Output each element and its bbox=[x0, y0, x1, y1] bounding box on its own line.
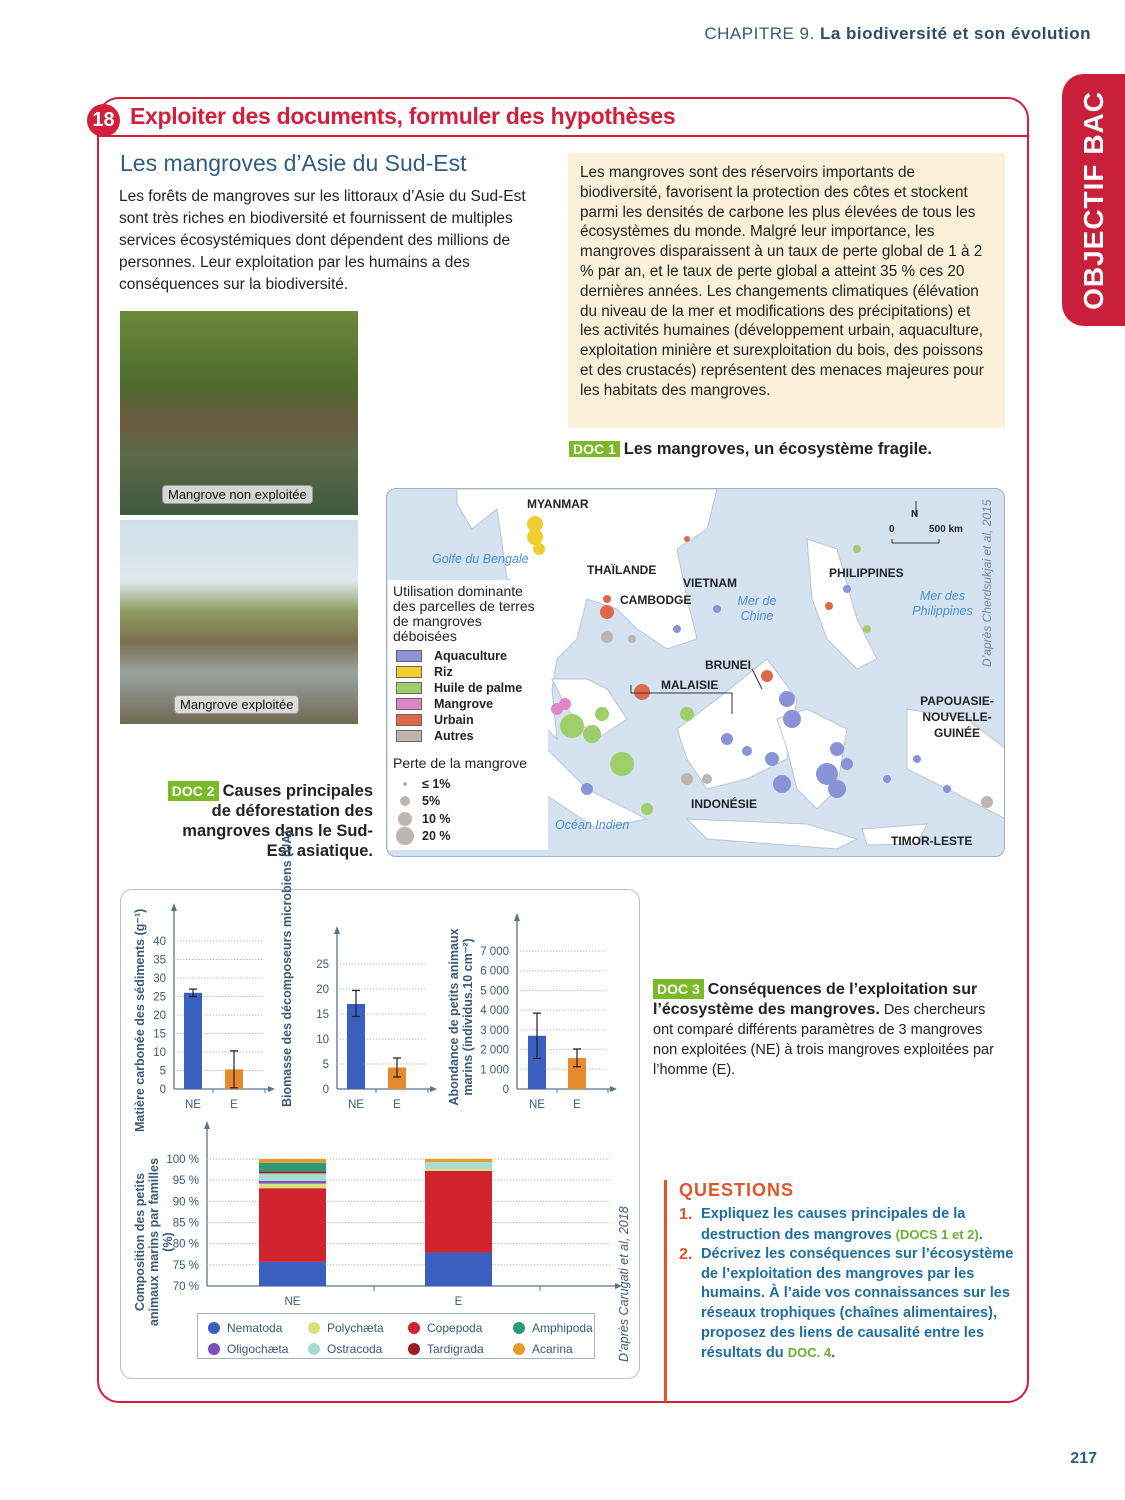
y-tick-label: 90 % bbox=[172, 1196, 199, 1209]
legend-label: Acarina bbox=[532, 1341, 573, 1356]
x-tick-label: NE bbox=[348, 1099, 364, 1111]
doc3-text: Des chercheurs ont comparé différents paramètres de 3 mangroves non exploitées (NE) à trois mangroves exploitées par l’homme (E). bbox=[653, 1002, 994, 1078]
doc-reference: DOC. 4 bbox=[787, 1345, 832, 1361]
y-axis-arrow bbox=[514, 913, 520, 921]
y-tick-label: 5 bbox=[322, 1059, 329, 1071]
y-tick-label: 0 bbox=[322, 1084, 329, 1096]
legend-title: Utilisation dominante des parcelles de terres de mangroves déboisées bbox=[393, 583, 535, 644]
questions-box bbox=[664, 1180, 1014, 1402]
legend-item bbox=[408, 1318, 513, 1337]
y-tick-label: 15 bbox=[153, 1028, 166, 1041]
exercise-number: 18 bbox=[87, 104, 120, 137]
legend-label: Riz bbox=[434, 665, 453, 679]
chart1-ylabel: Matière carbonée des sédiments (g⁻¹) bbox=[133, 908, 147, 1132]
x-tick-label: NE bbox=[185, 1099, 201, 1111]
chart4-ylabel: Composition des petits animaux marins par familles (%) bbox=[133, 1157, 175, 1327]
caption-text: Causes principales de déforestation des mangroves dans le Sud-Est asiatique. bbox=[182, 782, 373, 860]
doc-badge: DOC 2 bbox=[168, 781, 219, 801]
y-tick-label: 7 000 bbox=[480, 946, 509, 958]
question-text: Décrivez les conséquences sur l’écosystème de l’exploitation des mangroves par les humains. À l’aide vos connaissances sur les réseaux trophiques (chaînes alimentaires), proposez des liens de causalité entre les résultats du bbox=[701, 1246, 1014, 1362]
exercise-title: Exploiter des documents, formuler des hypothèses bbox=[130, 103, 676, 129]
y-tick-label: 70 % bbox=[172, 1281, 199, 1293]
legend-item bbox=[408, 1339, 513, 1358]
chart2-ylabel: Biomasse des décomposeurs microbiens (UA) bbox=[280, 830, 294, 1107]
stack-segment-acarina bbox=[259, 1159, 326, 1163]
label-ocean-indien: Océan Indien bbox=[555, 818, 630, 832]
y-tick-label: 15 bbox=[316, 1009, 329, 1021]
label-mer-chine: Mer de Chine bbox=[737, 594, 777, 623]
y-tick-label: 35 bbox=[153, 954, 166, 967]
question-number: 1. bbox=[679, 1206, 693, 1223]
doc-badge: DOC 3 bbox=[653, 979, 704, 999]
chart3-ylabel: Abondance de petits animaux marins (individus.10 cm⁻²) bbox=[447, 928, 475, 1106]
legend-label: Mangrove bbox=[434, 697, 494, 711]
y-tick-label: 80 % bbox=[172, 1238, 199, 1251]
label-golfe-bengale: Golfe du Bengale bbox=[432, 552, 529, 566]
caption-text: Les mangroves, un écosystème fragile. bbox=[623, 440, 932, 458]
label-myanmar: MYANMAR bbox=[527, 497, 589, 511]
legend-dot bbox=[208, 1322, 220, 1334]
photo-caption: Mangrove exploitée bbox=[174, 695, 299, 714]
legend-label: Copepoda bbox=[427, 1320, 483, 1335]
x-tick-label: E bbox=[393, 1099, 401, 1111]
y-tick-label: 4 000 bbox=[480, 1005, 509, 1018]
chapter-number: CHAPITRE 9. bbox=[704, 24, 815, 43]
stack-segment-nematoda bbox=[259, 1262, 326, 1286]
label-indonesie: INDONÉSIE bbox=[691, 797, 758, 811]
y-axis-arrow bbox=[334, 926, 340, 934]
y-tick-label: 10 bbox=[316, 1034, 329, 1046]
legend-label: Nematoda bbox=[227, 1320, 283, 1335]
photo-caption: Mangrove non exploitée bbox=[162, 485, 313, 504]
doc3-caption bbox=[653, 979, 1008, 1080]
y-tick-label: 5 000 bbox=[480, 985, 509, 998]
x-axis-arrow bbox=[430, 1086, 437, 1092]
stack-segment-copepoda bbox=[259, 1188, 326, 1262]
legend-dot bbox=[408, 1322, 420, 1334]
y-tick-label: 6 000 bbox=[480, 965, 509, 978]
legend-dot bbox=[308, 1343, 320, 1355]
y-tick-label: 30 bbox=[153, 973, 166, 985]
y-tick-label: 2 000 bbox=[480, 1044, 509, 1057]
y-tick-label: 95 % bbox=[172, 1175, 199, 1188]
y-tick-label: 75 % bbox=[172, 1259, 199, 1272]
y-axis-arrow bbox=[204, 1121, 210, 1129]
y-tick-label: 20 bbox=[153, 1010, 166, 1022]
map-source: D’après Cherdsukjai et al, 2015 bbox=[980, 499, 994, 667]
legend-dot bbox=[208, 1343, 220, 1355]
question-text: Expliquez les causes principales de la destruction des mangroves bbox=[701, 1206, 966, 1243]
label-cambodge: CAMBODGE bbox=[620, 593, 692, 607]
question-1 bbox=[679, 1205, 1014, 1245]
x-axis-arrow bbox=[268, 1086, 275, 1092]
y-tick-label: 0 bbox=[502, 1084, 509, 1096]
stack-segment-oligochæta bbox=[259, 1181, 326, 1184]
legend-item bbox=[308, 1318, 408, 1337]
question-end: . bbox=[831, 1345, 836, 1362]
label-papouasie: PAPOUASIE-NOUVELLE-GUINÉE bbox=[920, 694, 994, 740]
question-number: 2. bbox=[679, 1246, 693, 1264]
doc1-text: Les mangroves sont des réservoirs importants de biodiversité, favorisent la protection des côtes et stockent parmi les densités de carbone les plus élevées de tous les écosystèmes du monde. Malgré leur importance, les mangroves disparaissent à un taux de perte global de 1 à 2 % par an, et le taux de perte global a atteint 35 % ces 20 dernières années. Les changements climatiques (élévation du niveau de la mer et modifications des précipitations) et les activités humaines (développement urbain, aquaculture, exploitation minière et surexploitation du bois, des poissons et des crustacés) représentent des menaces majeures pour les habitats des mangroves. bbox=[568, 153, 1005, 428]
scale-start: 0 bbox=[889, 524, 895, 535]
label-thailande: THAÏLANDE bbox=[587, 563, 657, 577]
y-tick-label: 25 bbox=[316, 959, 329, 971]
legend-dot bbox=[408, 1343, 420, 1355]
stack-segment-nematoda bbox=[425, 1253, 492, 1286]
tab-prefix: OBJECTIF bbox=[1077, 162, 1109, 310]
stack-segment-ostracoda bbox=[259, 1173, 326, 1181]
x-tick-label: NE bbox=[529, 1099, 545, 1111]
stack-segment-acarina bbox=[425, 1159, 492, 1162]
label-brunei: BRUNEI bbox=[705, 658, 752, 672]
stack-segment-amphipoda bbox=[259, 1163, 326, 1171]
composition-legend bbox=[197, 1313, 595, 1359]
loss-label: ≤ 1% bbox=[422, 776, 451, 791]
y-tick-label: 40 bbox=[153, 936, 166, 948]
north-arrow-label: N bbox=[911, 509, 919, 520]
doc3-title: Conséquences de l’exploitation sur l’écosystème des mangroves. bbox=[653, 981, 978, 1018]
label-mer-philippines: Mer des Philippines bbox=[912, 589, 973, 618]
stack-segment-tardigrada bbox=[259, 1171, 326, 1173]
legend-dot bbox=[513, 1343, 525, 1355]
legend-label: Tardigrada bbox=[427, 1341, 484, 1356]
stack-segment-polychæta bbox=[425, 1169, 492, 1171]
label-vietnam: VIETNAM bbox=[683, 576, 737, 590]
question-end: . bbox=[978, 1226, 983, 1243]
y-tick-label: 25 bbox=[153, 991, 166, 1004]
page-number: 217 bbox=[1070, 1450, 1097, 1467]
legend-item bbox=[208, 1318, 308, 1337]
x-tick-label: E bbox=[454, 1296, 463, 1308]
y-tick-label: 0 bbox=[159, 1084, 166, 1096]
legend-dot bbox=[513, 1322, 525, 1334]
loss-title: Perte de la mangrove bbox=[393, 755, 527, 771]
legend-label: Ostracoda bbox=[327, 1341, 383, 1356]
intro-text: Les forêts de mangroves sur les littoraux d’Asie du Sud-Est sont très riches en biodiversité et fournissent de multiples services écosystémiques dont dépendent des millions de personnes. Leur exploitation par les humains a des conséquences sur la biodiversité. bbox=[119, 188, 526, 293]
questions-title: QUESTIONS bbox=[679, 1180, 795, 1200]
stack-segment-copepoda bbox=[425, 1171, 492, 1253]
label-philippines: PHILIPPINES bbox=[829, 566, 904, 580]
y-tick-label: 10 bbox=[153, 1047, 166, 1059]
x-tick-label: E bbox=[230, 1099, 238, 1111]
doc-reference: (DOCS 1 et 2) bbox=[895, 1226, 979, 1242]
label-timor: TIMOR-LESTE bbox=[891, 834, 973, 848]
bar-NE bbox=[184, 993, 202, 1089]
legend-dot bbox=[308, 1322, 320, 1334]
stack-segment-ostracoda bbox=[425, 1162, 492, 1169]
stack-segment-polychæta bbox=[259, 1184, 326, 1189]
legend-label: Oligochæta bbox=[227, 1341, 289, 1356]
chapter-title: La biodiversité et son évolution bbox=[819, 24, 1091, 43]
y-tick-label: 3 000 bbox=[480, 1024, 509, 1037]
label-malaisie: MALAISIE bbox=[661, 678, 719, 692]
y-tick-label: 1 000 bbox=[480, 1064, 509, 1077]
question-2 bbox=[679, 1245, 1014, 1364]
y-tick-label: 20 bbox=[316, 984, 329, 996]
tab-bold: BAC bbox=[1077, 90, 1109, 155]
legend-label: Amphipoda bbox=[532, 1320, 593, 1335]
x-tick-label: E bbox=[573, 1099, 581, 1111]
loss-label: 20 % bbox=[422, 829, 451, 844]
loss-label: 10 % bbox=[422, 811, 451, 826]
legend-item bbox=[208, 1339, 308, 1358]
doc-badge: DOC 1 bbox=[569, 441, 620, 457]
legend-item bbox=[513, 1318, 603, 1337]
scale-end: 500 km bbox=[929, 524, 963, 535]
chart4-source: D’après Carugati et al, 2018 bbox=[617, 1206, 631, 1362]
y-tick-label: 100 % bbox=[166, 1154, 199, 1166]
legend-label: Polychæta bbox=[327, 1320, 384, 1335]
x-tick-label: NE bbox=[284, 1296, 301, 1308]
exercise-subtitle: Les mangroves d’Asie du Sud-Est bbox=[120, 150, 467, 176]
legend-label: Autres bbox=[434, 729, 474, 743]
loss-label: 5% bbox=[422, 794, 441, 809]
legend-item bbox=[513, 1339, 603, 1358]
y-axis-arrow bbox=[171, 903, 177, 911]
y-tick-label: 5 bbox=[159, 1065, 166, 1078]
legend-label: Huile de palme bbox=[434, 681, 523, 695]
y-tick-label: 85 % bbox=[172, 1217, 199, 1230]
legend-label: Aquaculture bbox=[434, 649, 507, 663]
legend-item bbox=[308, 1339, 408, 1358]
x-axis-arrow bbox=[610, 1086, 617, 1092]
legend-label: Urbain bbox=[434, 713, 474, 727]
